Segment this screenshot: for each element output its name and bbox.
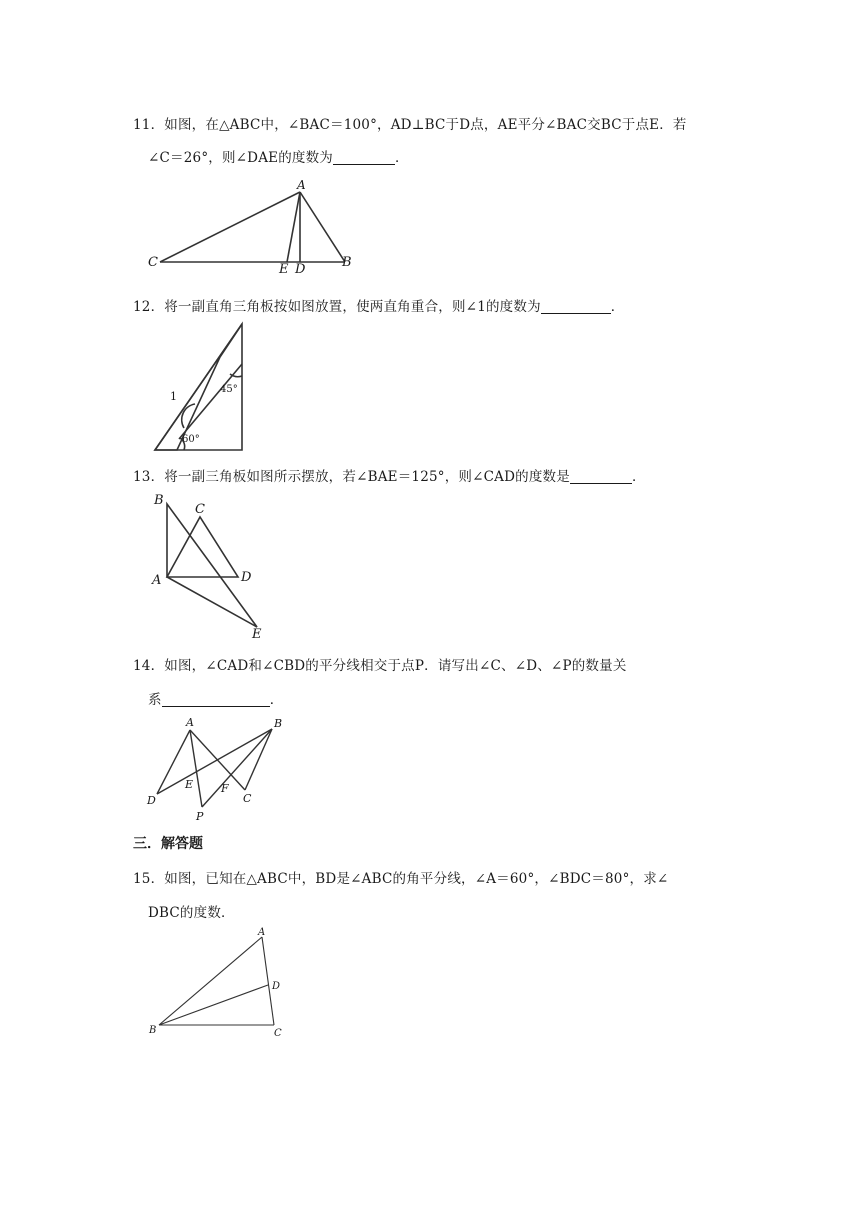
q15-text-line1: 15．如图，已知在△ABC中，BD是∠ABC的角平分线，∠A＝60°，∠BDC＝80°，求∠ [133,871,669,887]
q14-figure [145,712,290,824]
q13-label-e: E [252,627,262,642]
q15-segment-ba [159,937,262,1025]
q11-answer-blank[interactable] [333,151,395,166]
q13-end-mark: ． [631,469,646,485]
q14-end-mark: ． [269,692,284,708]
q14-segment-cb [245,729,272,790]
q15-label-a: A [258,927,266,938]
q11-label-d: D [295,262,306,277]
q14-answer-blank[interactable] [162,693,270,708]
q14-label-a: A [186,716,194,729]
q14-label-d: D [147,794,156,807]
q12-text-body: 12．将一副直角三角板按如图放置，使两直角重合，则∠1的度数为 [133,299,541,315]
q11-segment-ca [160,192,300,262]
q14-segment-pb [202,729,272,807]
q12-figure [150,322,250,454]
q13-label-d: D [241,570,252,585]
q14-label-p: P [196,810,204,823]
q13-answer-blank[interactable] [570,470,632,485]
q11-figure [140,175,370,275]
q11-label-a: A [297,178,306,192]
q13-triangle-bae [167,504,257,627]
q15-segment-bd [159,985,268,1025]
q11-text-line1: 11．如图，在△ABC中，∠BAC＝100°，AD⊥BC于D点，AE平分∠BAC交BC于点E．若 [133,117,687,133]
q15-label-d: D [272,981,281,992]
q11-end-mark: ． [395,150,409,166]
q13-text-line1 [133,465,646,485]
q14-label-c: C [243,792,252,805]
q13-text-body: 13．将一副三角板如图所示摆放，若∠BAE＝125°，则∠CAD的度数是 [133,469,570,485]
q11-text-line2-body: ∠C＝26°，则∠DAE的度数为 [148,150,334,166]
q11-label-c: C [148,255,158,270]
q13-label-b: B [154,493,164,508]
q12-answer-blank[interactable] [541,300,611,315]
q15-label-b: B [149,1025,157,1036]
q14-text-line2 [148,688,283,708]
q14-label-e: E [185,778,194,791]
q11-label-e: E [279,262,289,277]
q11-label-b: B [342,255,352,270]
q13-label-a: A [152,573,162,588]
q12-label-angle-1: 1 [170,390,177,403]
q14-label-b: B [274,717,283,730]
q11-text-line2 [148,146,409,166]
q12-end-mark: ． [610,299,625,315]
q12-label-45: 45° [220,384,238,395]
section-3-title: 三．解答题 [133,836,203,852]
q14-text-line2-body: 系 [148,692,162,708]
q11-segment-ab [300,192,345,262]
q15-text-line2: DBC的度数． [148,905,235,921]
q15-label-c: C [274,1028,282,1039]
q12-text-line1 [133,295,624,315]
q12-label-60: 60° [182,434,200,445]
q13-label-c: C [195,502,205,517]
q14-text-line1: 14．如图，∠CAD和∠CBD的平分线相交于点P．请写出∠C、∠D、∠P的数量关 [133,658,627,674]
q15-figure [145,925,295,1043]
q14-label-f: F [221,782,229,795]
q13-triangle-acd [167,517,238,577]
q13-figure [150,490,270,642]
q11-segment-ae [287,192,300,262]
